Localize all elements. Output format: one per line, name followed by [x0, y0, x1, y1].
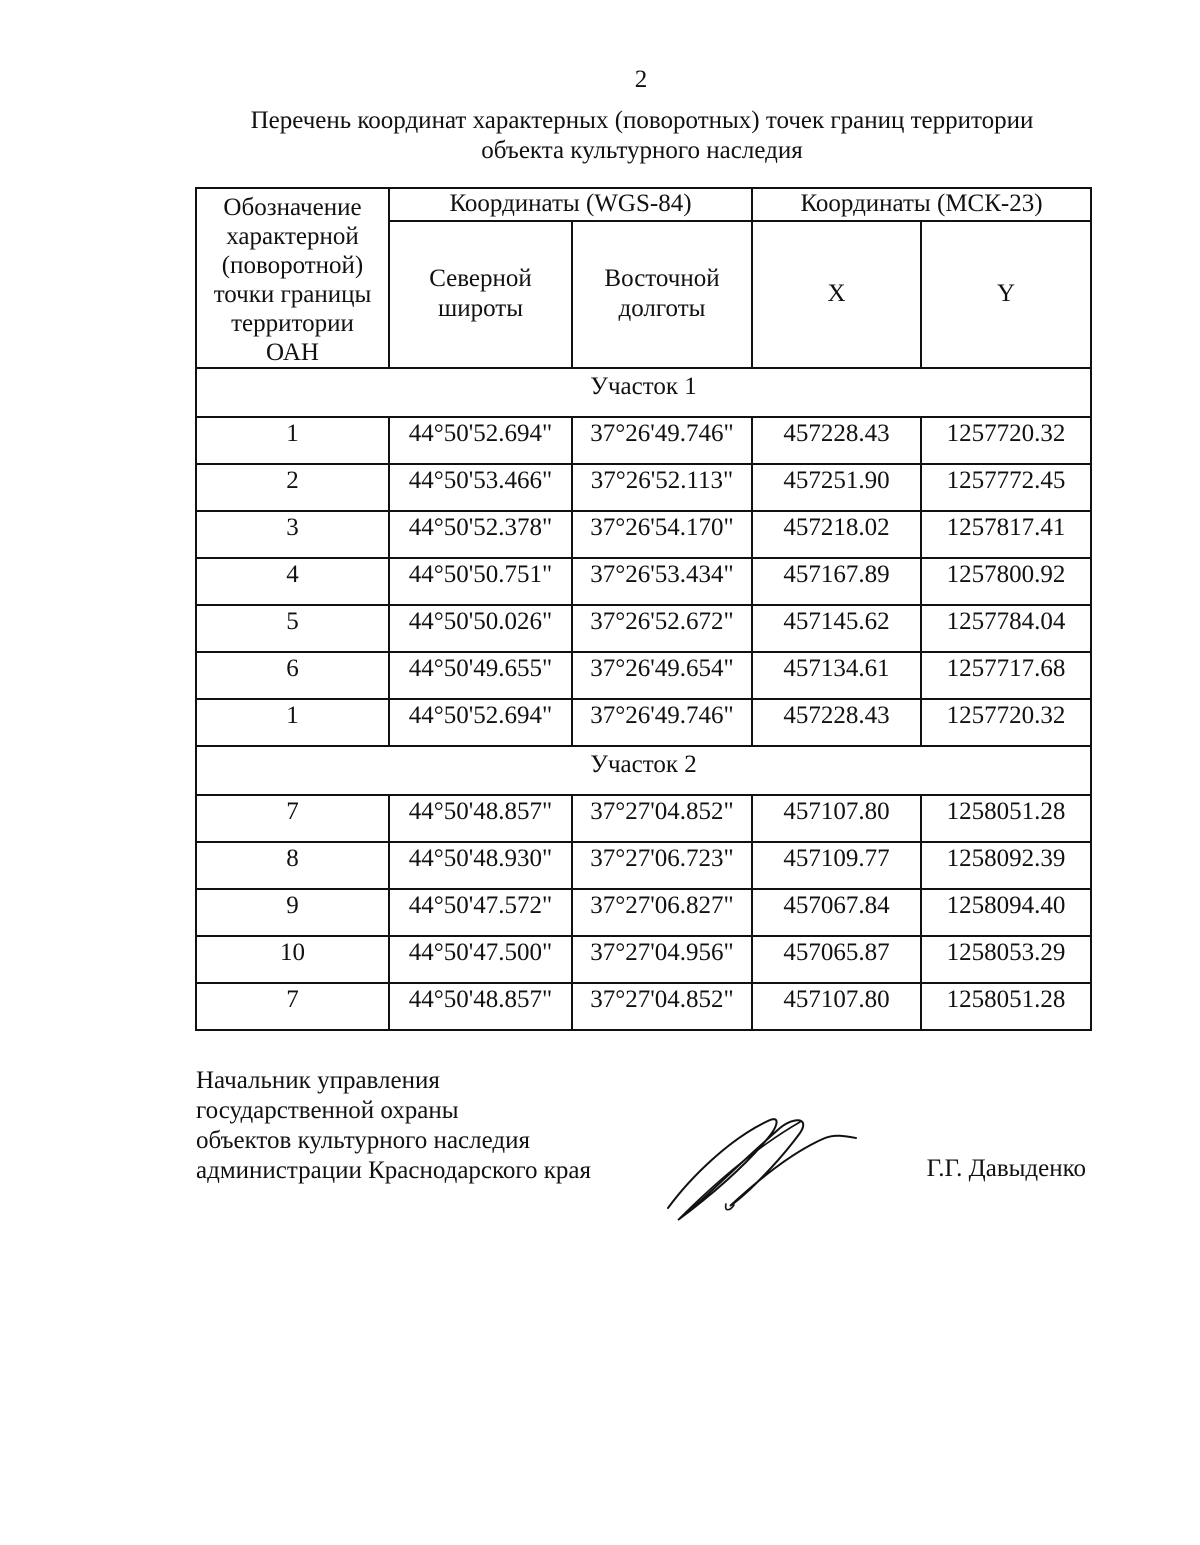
position-line: Начальник управления — [196, 1067, 440, 1094]
cell-lat: 44°50'48.930" — [389, 842, 572, 889]
section-title: Участок 1 — [196, 368, 1091, 417]
table-row — [196, 983, 1091, 1030]
cell-lon: 37°27'04.956" — [572, 936, 752, 983]
cell-x: 457251.90 — [752, 464, 921, 511]
cell-lon: 37°27'04.852" — [572, 983, 752, 1030]
section-row — [196, 368, 1091, 417]
handwritten-signature — [660, 1108, 860, 1226]
header-latitude-line: Северной — [429, 265, 532, 293]
cell-point: 7 — [196, 795, 389, 842]
cell-lat: 44°50'48.857" — [389, 795, 572, 842]
header-longitude-line: долготы — [618, 295, 706, 323]
cell-point: 9 — [196, 889, 389, 936]
header-group-wgs84: Координаты (WGS-84) — [389, 188, 752, 221]
cell-x: 457218.02 — [752, 511, 921, 558]
table-row — [196, 464, 1091, 511]
cell-point: 1 — [196, 699, 389, 746]
header-point-line: Обозначение — [223, 194, 362, 221]
cell-x: 457107.80 — [752, 795, 921, 842]
header-point-line: точки границы — [213, 281, 372, 308]
cell-y: 1258051.28 — [921, 795, 1091, 842]
header-point-line: характерной — [226, 223, 359, 250]
cell-y: 1258051.28 — [921, 983, 1091, 1030]
cell-lon: 37°27'06.723" — [572, 842, 752, 889]
cell-lon: 37°26'54.170" — [572, 511, 752, 558]
cell-y: 1257772.45 — [921, 464, 1091, 511]
cell-y: 1258053.29 — [921, 936, 1091, 983]
header-x: X — [752, 221, 921, 368]
document-title — [200, 106, 1084, 166]
header-group-msk23: Координаты (МСК-23) — [752, 188, 1091, 221]
table-row — [196, 842, 1091, 889]
cell-point: 10 — [196, 936, 389, 983]
table-row — [196, 558, 1091, 605]
section-row — [196, 746, 1091, 795]
cell-lon: 37°26'49.654" — [572, 652, 752, 699]
table-row — [196, 417, 1091, 464]
cell-x: 457145.62 — [752, 605, 921, 652]
cell-y: 1258092.39 — [921, 842, 1091, 889]
cell-x: 457228.43 — [752, 417, 921, 464]
header-point-line: территории — [231, 310, 354, 337]
signatory-name: Г.Г. Давыденко — [926, 1155, 1086, 1182]
header-y: Y — [921, 221, 1091, 368]
header-point-line: (поворотной) — [221, 252, 364, 279]
header-point-line: ОАН — [266, 339, 319, 366]
cell-lon: 37°26'53.434" — [572, 558, 752, 605]
cell-y: 1257720.32 — [921, 699, 1091, 746]
cell-lat: 44°50'48.857" — [389, 983, 572, 1030]
cell-lat: 44°50'47.572" — [389, 889, 572, 936]
cell-y: 1257800.92 — [921, 558, 1091, 605]
cell-x: 457107.80 — [752, 983, 921, 1030]
cell-point: 3 — [196, 511, 389, 558]
signatory-position — [196, 1066, 591, 1186]
cell-point: 6 — [196, 652, 389, 699]
table-row — [196, 605, 1091, 652]
table-row — [196, 699, 1091, 746]
title-line-2: объекта культурного наследия — [481, 137, 803, 164]
cell-lat: 44°50'50.026" — [389, 605, 572, 652]
cell-point: 1 — [196, 417, 389, 464]
cell-lat: 44°50'47.500" — [389, 936, 572, 983]
cell-lon: 37°26'49.746" — [572, 699, 752, 746]
cell-point: 8 — [196, 842, 389, 889]
cell-lat: 44°50'52.378" — [389, 511, 572, 558]
position-line: администрации Краснодарского края — [196, 1157, 592, 1184]
cell-point: 4 — [196, 558, 389, 605]
cell-lon: 37°26'52.113" — [572, 464, 752, 511]
coordinates-table — [195, 187, 1092, 1031]
cell-x: 457067.84 — [752, 889, 921, 936]
cell-lon: 37°26'52.672" — [572, 605, 752, 652]
cell-y: 1257720.32 — [921, 417, 1091, 464]
page-number: 2 — [634, 66, 648, 93]
table-row — [196, 511, 1091, 558]
cell-lat: 44°50'53.466" — [389, 464, 572, 511]
header-longitude-line: Восточной — [604, 265, 720, 293]
cell-x: 457167.89 — [752, 558, 921, 605]
cell-lon: 37°26'49.746" — [572, 417, 752, 464]
cell-lon: 37°27'06.827" — [572, 889, 752, 936]
cell-lon: 37°27'04.852" — [572, 795, 752, 842]
table-row — [196, 889, 1091, 936]
cell-x: 457134.61 — [752, 652, 921, 699]
cell-y: 1257784.04 — [921, 605, 1091, 652]
header-latitude-line: широты — [437, 295, 524, 323]
cell-x: 457065.87 — [752, 936, 921, 983]
header-point-designation — [196, 188, 389, 368]
cell-x: 457228.43 — [752, 699, 921, 746]
cell-point: 7 — [196, 983, 389, 1030]
table-row — [196, 936, 1091, 983]
cell-lat: 44°50'49.655" — [389, 652, 572, 699]
cell-y: 1257717.68 — [921, 652, 1091, 699]
header-longitude — [572, 221, 752, 368]
header-latitude — [389, 221, 572, 368]
cell-point: 2 — [196, 464, 389, 511]
cell-x: 457109.77 — [752, 842, 921, 889]
table-row — [196, 652, 1091, 699]
cell-lat: 44°50'50.751" — [389, 558, 572, 605]
title-line-1: Перечень координат характерных (поворотных) точек границ территории — [250, 107, 1034, 134]
position-line: объектов культурного наследия — [196, 1127, 530, 1154]
cell-point: 5 — [196, 605, 389, 652]
cell-lat: 44°50'52.694" — [389, 417, 572, 464]
cell-y: 1257817.41 — [921, 511, 1091, 558]
position-line: государственной охраны — [196, 1097, 459, 1124]
cell-lat: 44°50'52.694" — [389, 699, 572, 746]
section-title: Участок 2 — [196, 746, 1091, 795]
table-row — [196, 795, 1091, 842]
cell-y: 1258094.40 — [921, 889, 1091, 936]
table-body — [196, 368, 1091, 1030]
